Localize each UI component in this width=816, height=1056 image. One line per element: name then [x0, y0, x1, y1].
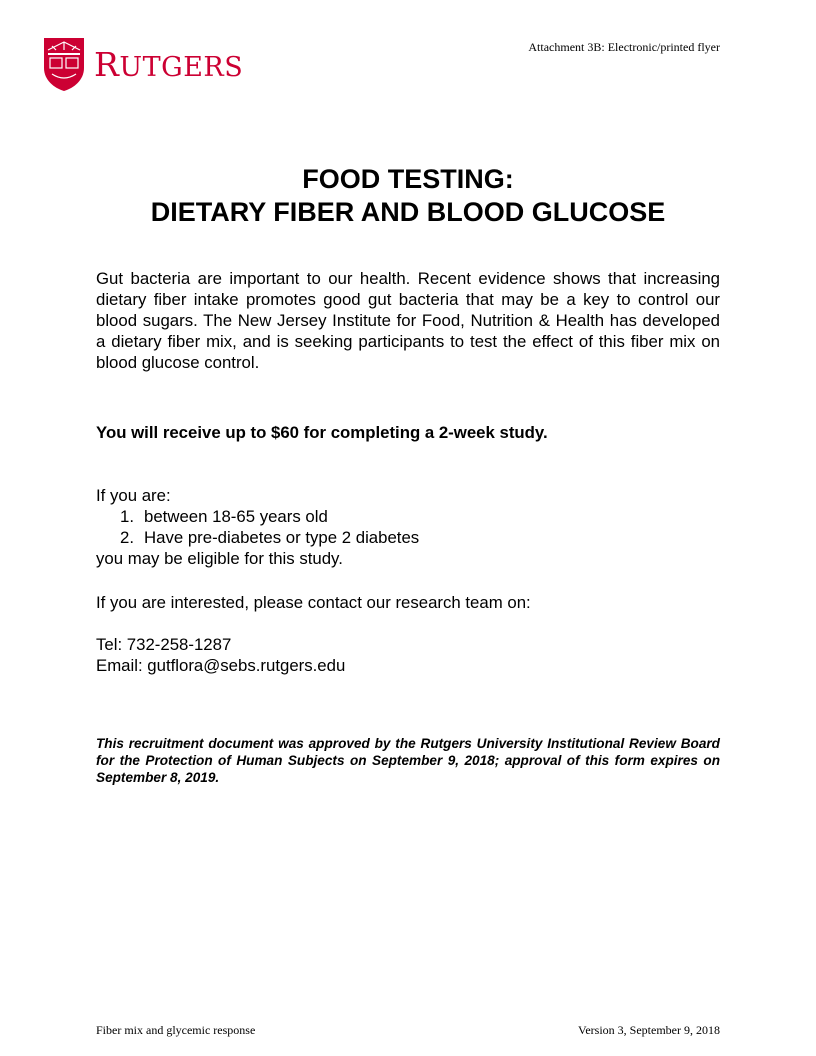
list-item: 2. Have pre-diabetes or type 2 diabetes [120, 528, 420, 547]
rutgers-logo [42, 36, 243, 92]
contact-email: Email: gutflora@sebs.rutgers.edu [96, 656, 346, 675]
contact-prompt: If you are interested, please contact our research team on: [96, 593, 531, 612]
compensation-statement: You will receive up to $60 for completing a 2-week study. [96, 423, 548, 442]
footer-version: Version 3, September 9, 2018 [578, 1023, 720, 1037]
eligibility-lead: If you are: [96, 486, 171, 505]
rutgers-shield-icon [42, 36, 86, 92]
contact-phone: Tel: 732-258-1287 [96, 635, 232, 654]
page-title [96, 163, 720, 229]
intro-paragraph: Gut bacteria are important to our health. Recent evidence shows that increasing dietary fiber intake promotes good gut bacteria that may be a key to control our blood sugars. The New Jersey Institute for Food, Nutrition & Health has developed a dietary fiber mix, and is seeking participants to test the effect of this fiber mix on blood glucose control. [96, 269, 720, 372]
footer-study-title: Fiber mix and glycemic response [96, 1023, 256, 1037]
eligibility-list [96, 506, 720, 548]
rutgers-wordmark: RUTGERS [94, 44, 244, 84]
eligibility-section [96, 485, 720, 569]
irb-approval-notice: This recruitment document was approved by the Rutgers University Institutional Review Board for the Protection of Human Subjects on September 9, 2018; approval of this form expires on September 8, 2019. [96, 736, 720, 785]
title-line-2: DIETARY FIBER AND BLOOD GLUCOSE [150, 197, 666, 227]
eligibility-closing: you may be eligible for this study. [96, 549, 343, 568]
attachment-label: Attachment 3B: Electronic/printed flyer [528, 40, 720, 54]
list-item: 1. between 18-65 years old [120, 507, 328, 526]
title-line-1: FOOD TESTING: [302, 164, 514, 194]
